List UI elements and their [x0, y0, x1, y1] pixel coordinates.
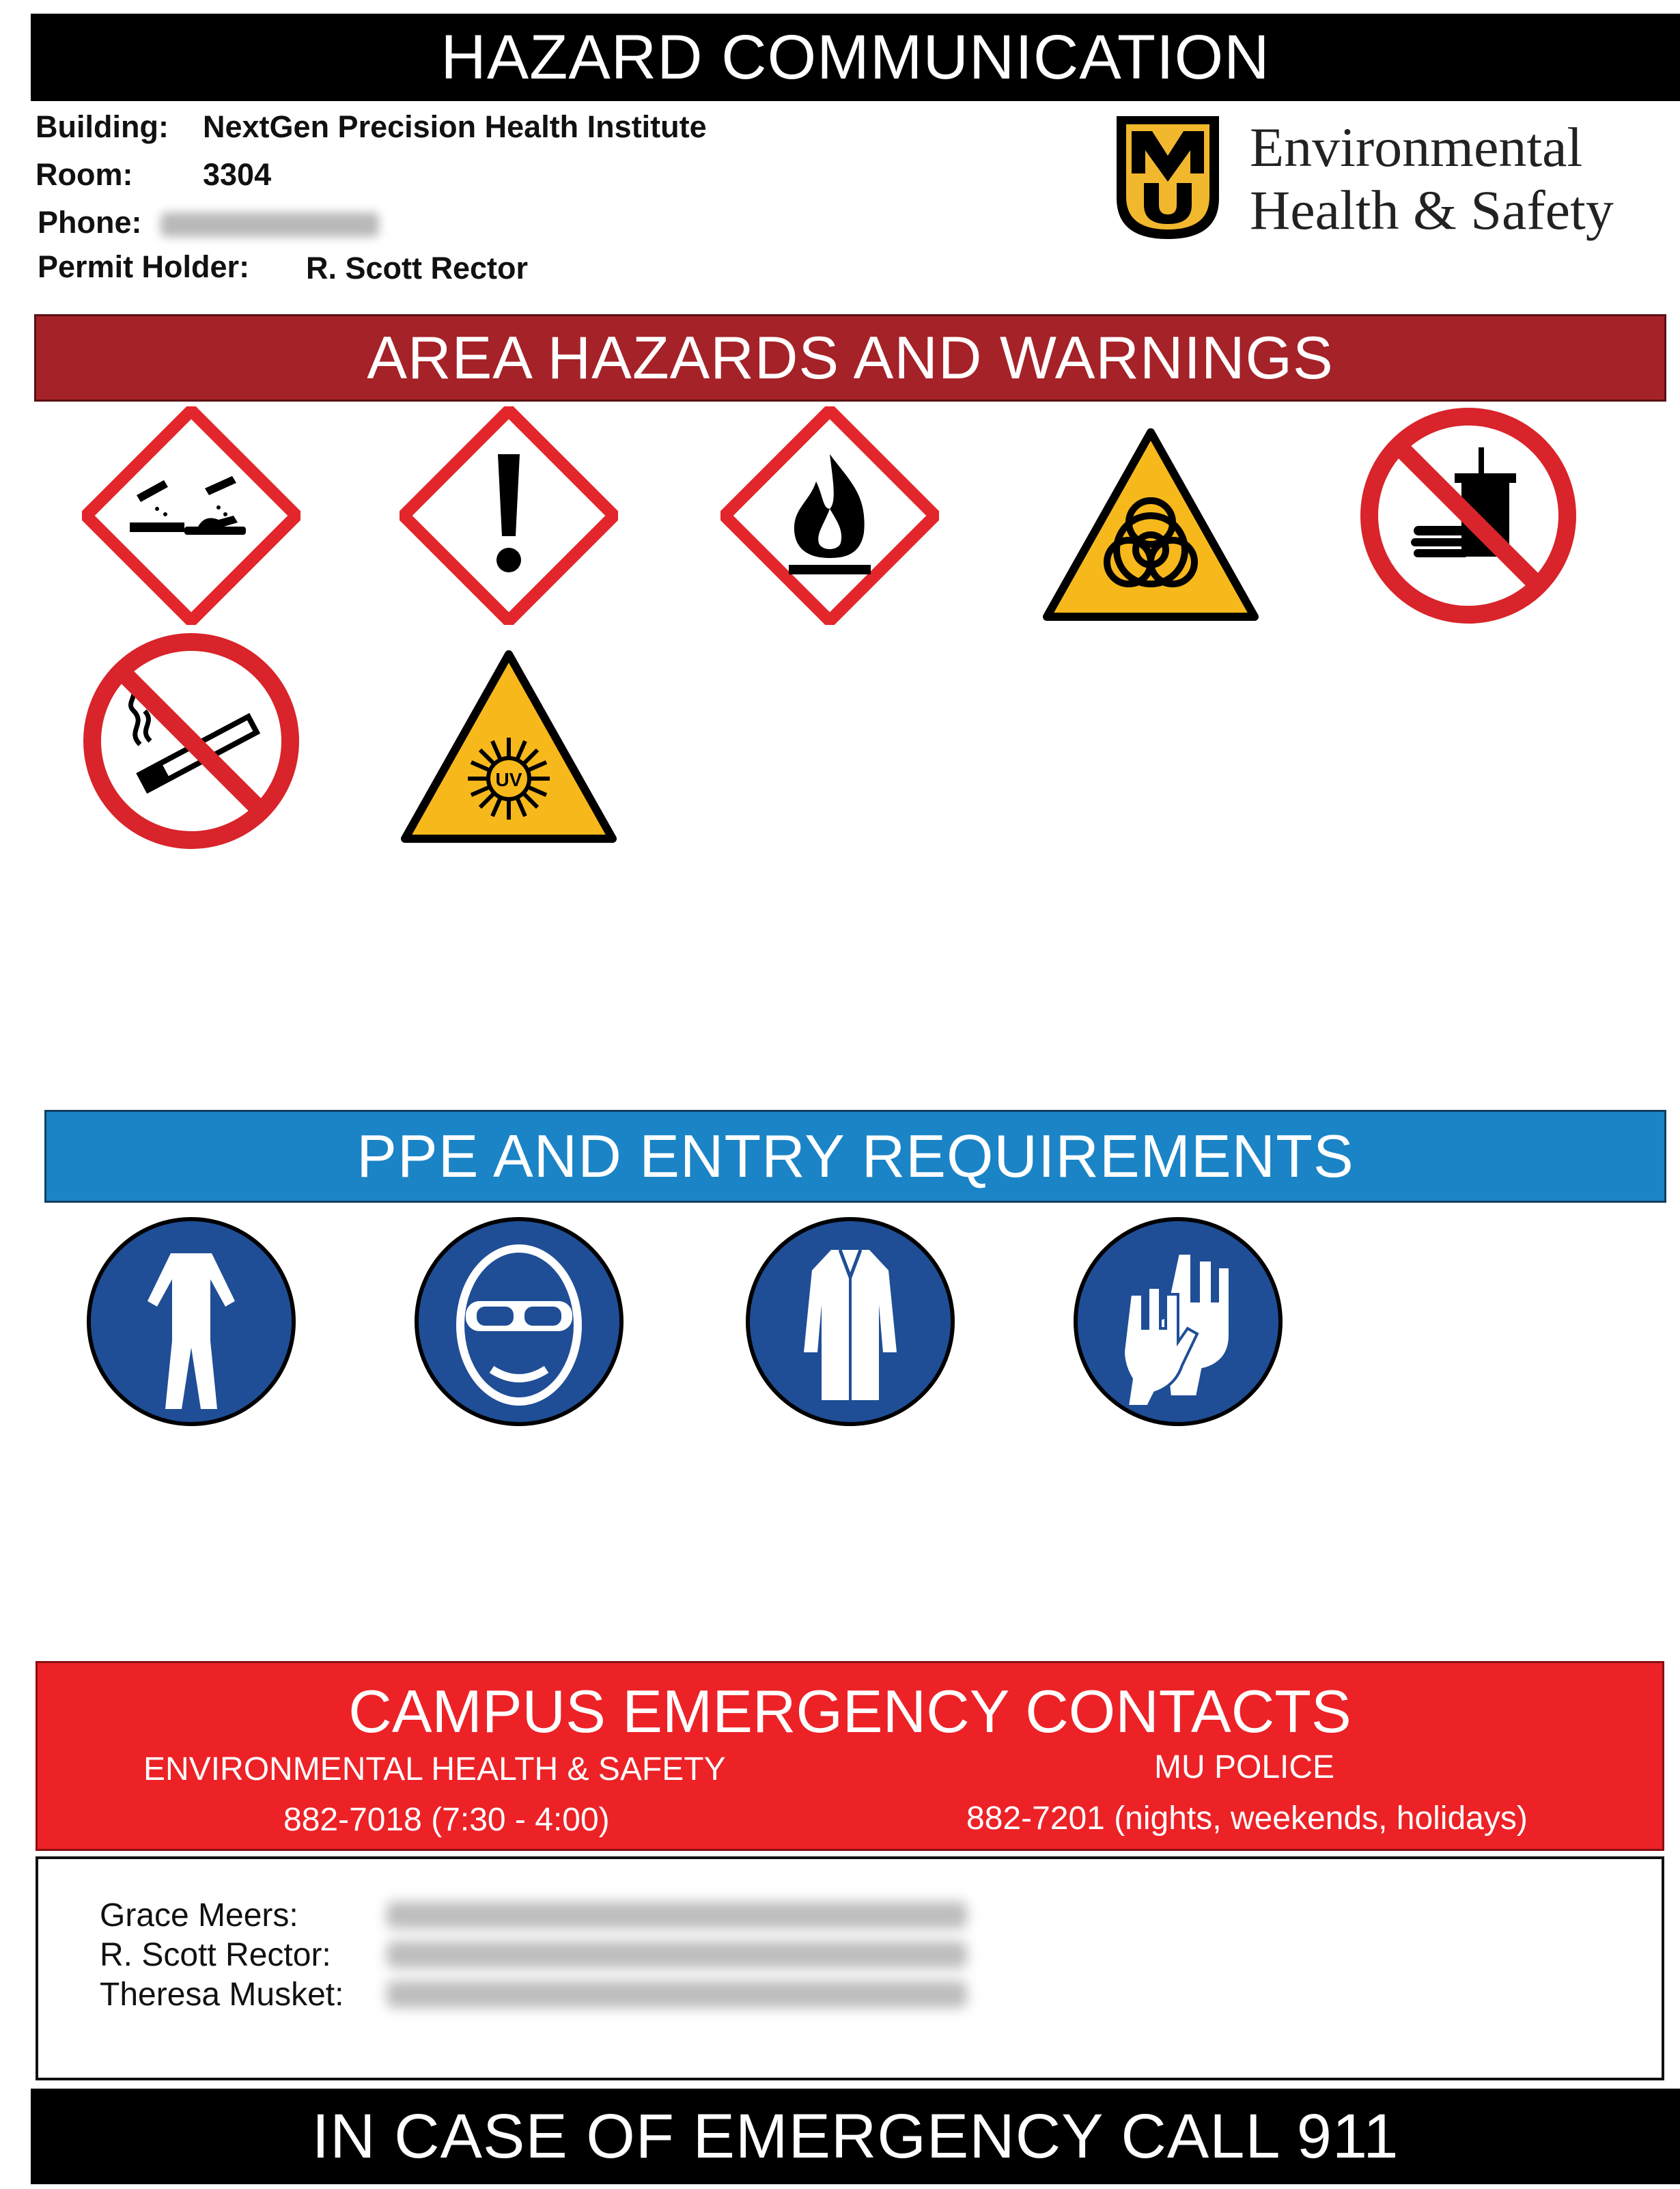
police-phone: 882-7201 (nights, weekends, holidays)	[966, 1800, 1528, 1837]
contact-name: R. Scott Rector:	[100, 1937, 331, 1973]
safety-goggles-icon	[410, 1212, 628, 1431]
ppe-title: PPE AND ENTRY REQUIREMENTS	[356, 1122, 1354, 1190]
contact-phone-redacted	[387, 1901, 967, 1929]
coverall-icon	[82, 1212, 300, 1431]
phone-label: Phone:	[38, 205, 142, 240]
building-value: NextGen Precision Health Institute	[203, 109, 707, 144]
no-food-drink-icon	[1359, 406, 1578, 625]
lab-coat-icon	[741, 1212, 960, 1431]
ehs-logo	[1117, 116, 1663, 253]
room-label: Room:	[36, 157, 133, 192]
hazards-title: AREA HAZARDS AND WARNINGS	[367, 324, 1334, 391]
permit-label: Permit Holder:	[38, 249, 250, 284]
contact-phone-redacted	[387, 1941, 967, 1968]
title-bar	[31, 14, 1680, 101]
police-label: MU POLICE	[1154, 1749, 1335, 1785]
gloves-icon	[1069, 1212, 1287, 1431]
uv-radiation-icon	[400, 639, 618, 857]
contact-name: Grace Meers:	[100, 1897, 298, 1934]
permit-value: R. Scott Rector	[306, 251, 529, 285]
corrosive-icon	[82, 406, 300, 625]
exclamation-icon	[400, 406, 618, 625]
no-smoking-icon	[82, 632, 300, 850]
logo-text	[1250, 116, 1614, 242]
ehs-label: ENVIRONMENTAL HEALTH & SAFETY	[143, 1751, 726, 1787]
personnel-contacts	[36, 1856, 1664, 2080]
ehs-phone: 882-7018 (7:30 - 4:00)	[283, 1802, 610, 1838]
building-label: Building:	[36, 109, 169, 144]
ppe-header	[44, 1110, 1666, 1203]
biohazard-icon	[1041, 417, 1260, 635]
contact-name: Theresa Musket:	[100, 1977, 344, 2013]
uv-label: UV	[495, 769, 522, 790]
logo-line1: Environmental	[1250, 116, 1583, 178]
emergency-contacts-panel	[36, 1661, 1664, 1851]
footer-text: IN CASE OF EMERGENCY CALL 911	[311, 2101, 1399, 2171]
page-title: HAZARD COMMUNICATION	[440, 22, 1270, 92]
flammable-icon	[720, 406, 939, 625]
contacts-title: CAMPUS EMERGENCY CONTACTS	[348, 1677, 1352, 1745]
mu-logo-icon	[1117, 116, 1219, 239]
logo-line2: Health & Safety	[1250, 179, 1614, 241]
room-value: 3304	[203, 157, 272, 192]
emergency-footer	[31, 2089, 1680, 2184]
hazards-header	[34, 314, 1666, 402]
contact-phone-redacted	[387, 1981, 967, 2008]
phone-value-redacted	[160, 209, 379, 245]
